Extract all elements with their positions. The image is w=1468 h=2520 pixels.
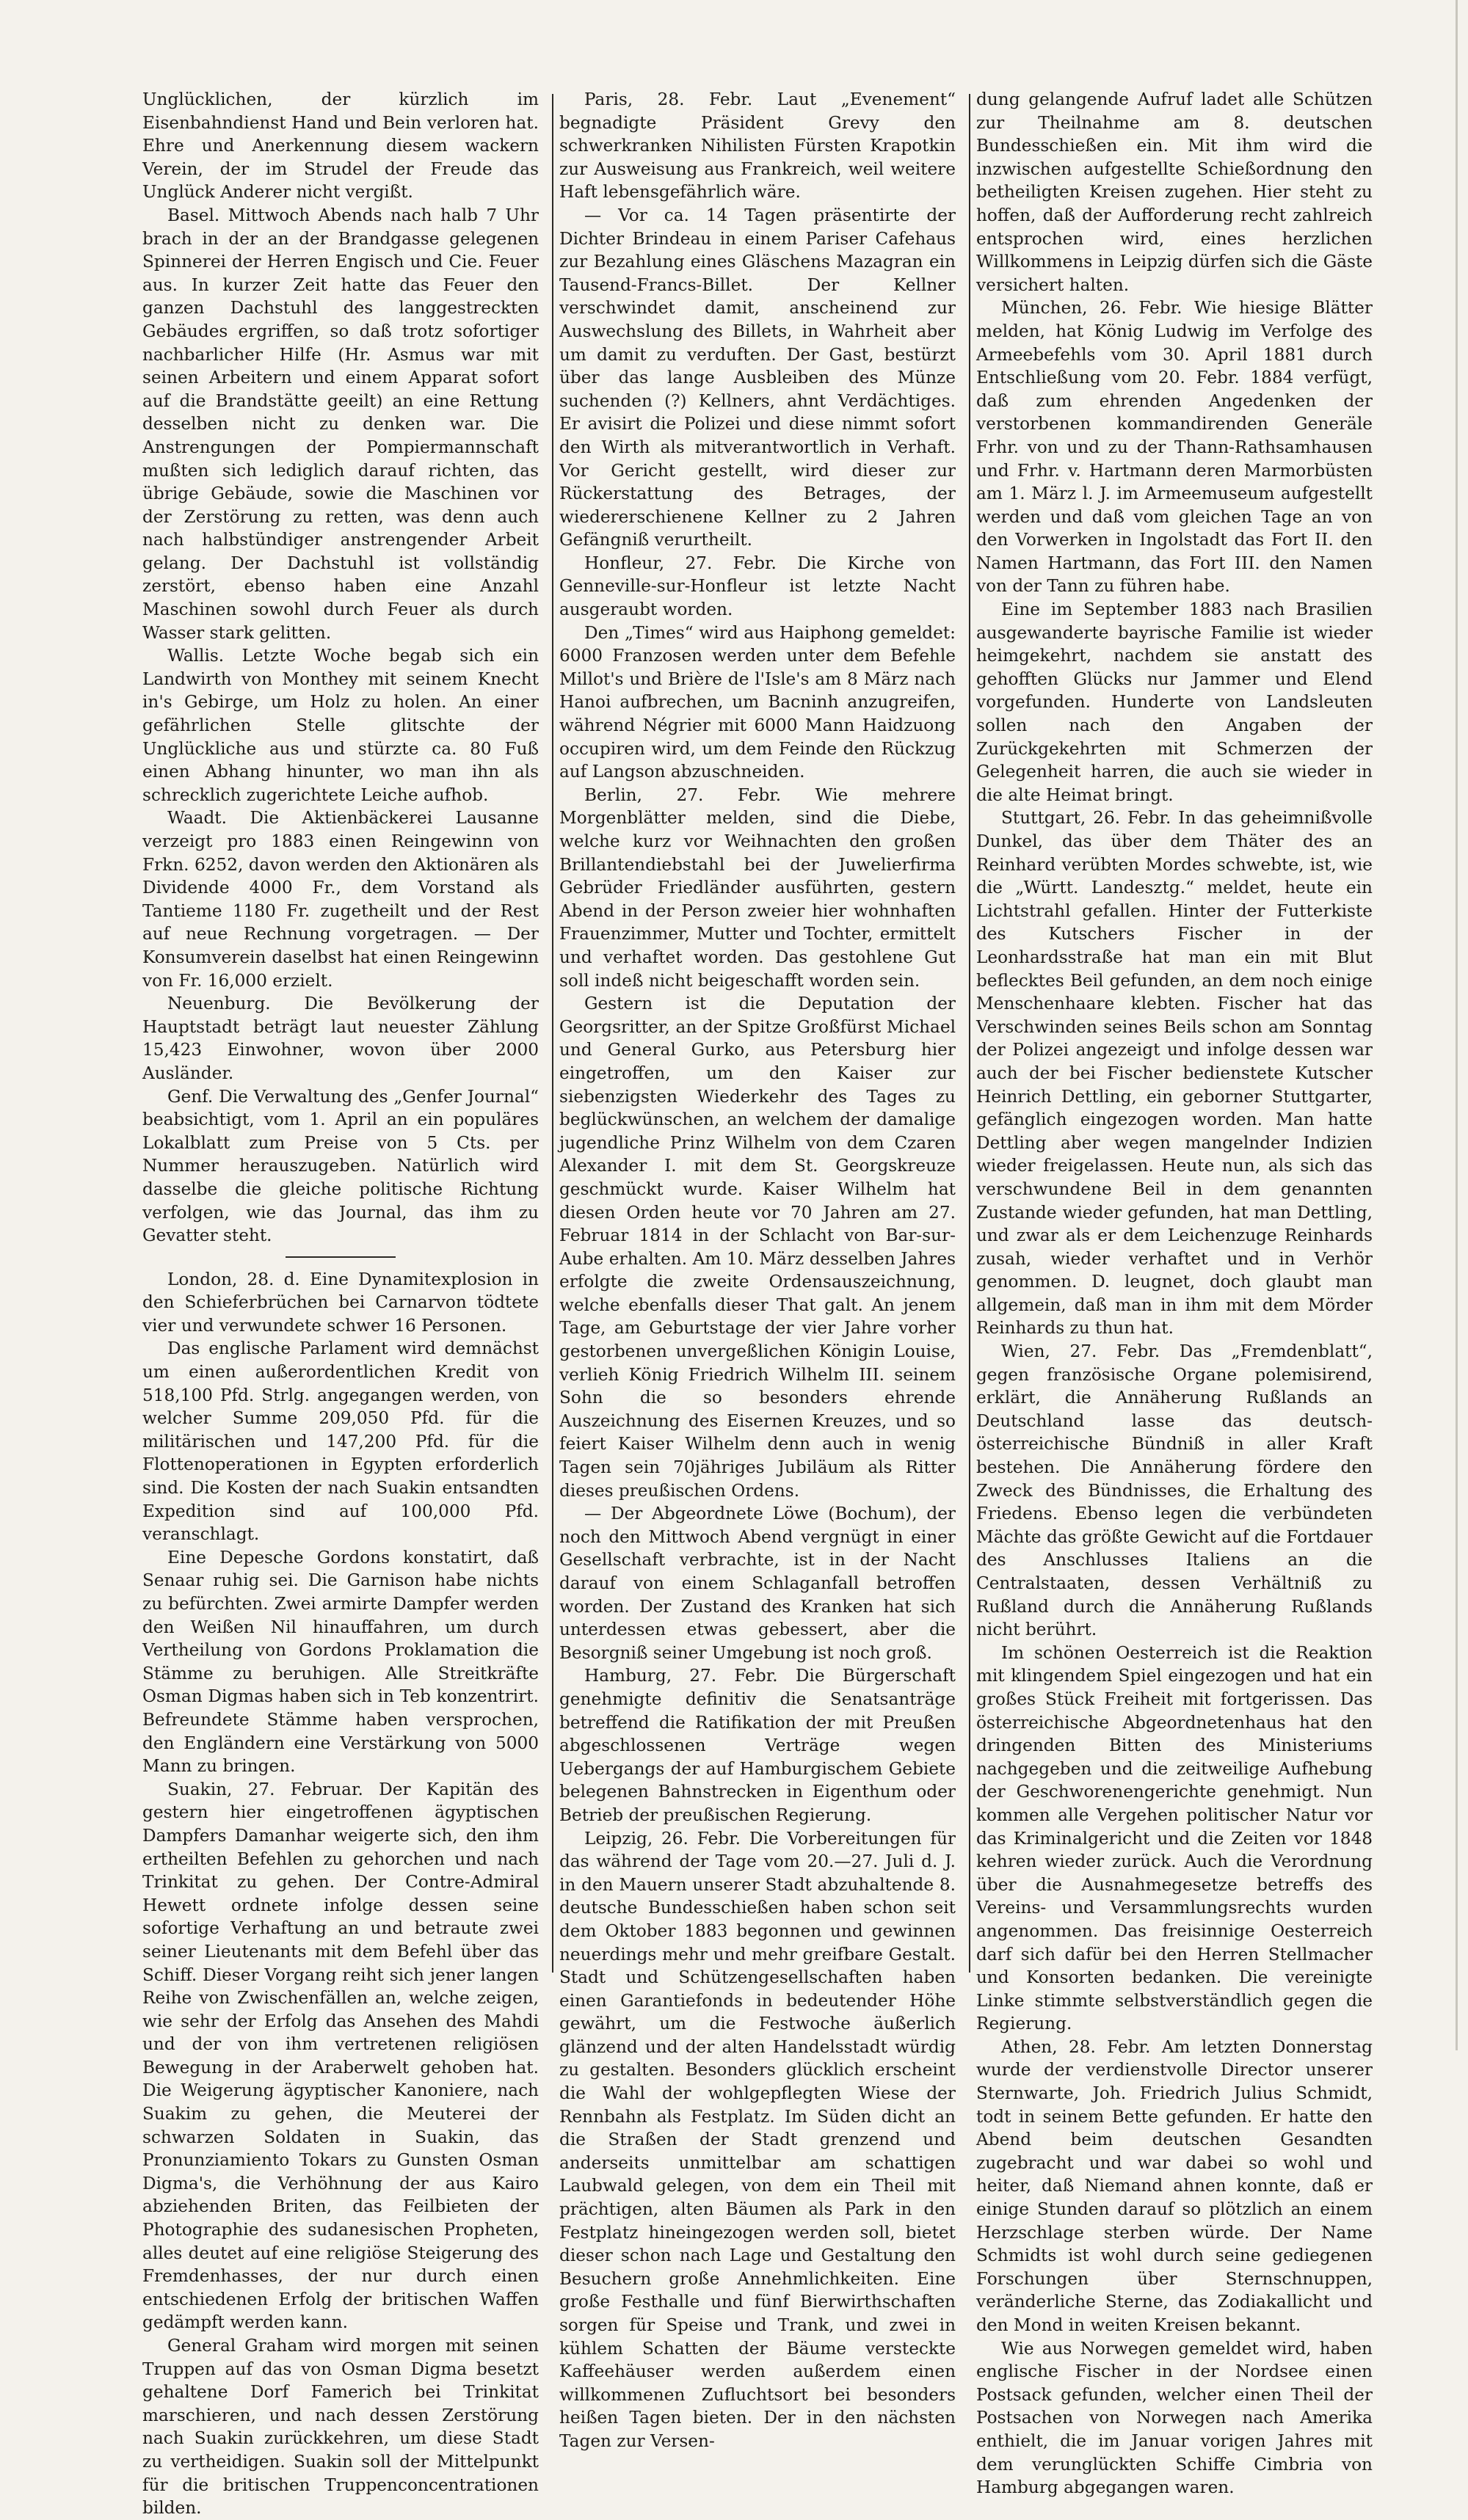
article-paragraph: Waadt. Die Aktienbäckerei Lausanne verzeigt pro 1883 einen Reingewinn von Frkn. 6252, davon werden den Aktionären als Dividende 4000 Fr., dem Vorstand als Tantieme 1180 Fr. zugetheilt und der Rest auf neue Rechnung vorgetragen. — Der Konsumverein daselbst hat einen Reingewinn von Fr. 16,000 erzielt. [142, 808, 539, 991]
column-rule-left [552, 94, 553, 1973]
article-paragraph: Wien, 27. Febr. Das „Fremdenblatt“, gegen französische Organe polemisirend, erklärt, die Annäherung Rußlands an Deutschland lasse das deutsch-österreichische Bündniß in aller Kraft bestehen. Die Annäherung fördere den Zweck des Bündnisses, die Erhaltung des Friedens. Ebenso legen die verbündeten Mächte das größte Gewicht auf die Fortdauer des Anschlusses Italiens an die Centralstaaten, dessen Verhältniß zu Rußland durch die Annäherung Rußlands nicht berührt. [976, 1341, 1373, 1640]
article-paragraph: Berlin, 27. Febr. Wie mehrere Morgenblätter melden, sind die Diebe, welche kurz vor Weihnachten den großen Brillantendiebstahl bei der Juwelierfirma Gebrüder Friedländer ausführten, gestern Abend in der Person zweier hier wohnhaften Frauenzimmer, Mutter und Tochter, ermittelt und verhaftet worden. Das gestohlene Gut soll indeß nicht beigeschafft worden sein. [559, 784, 956, 991]
article-paragraph: London, 28. d. Eine Dynamitexplosion in den Schieferbrüchen bei Carnarvon tödtete vier und verwundete schwer 16 Personen. [142, 1269, 539, 1336]
article-paragraph: München, 26. Febr. Wie hiesige Blätter melden, hat König Ludwig im Verfolge des Armeebefehls vom 30. April 1881 durch Entschließung vom 20. Febr. 1884 verfügt, daß zum ehrenden Angedenken der verstorbenen kommandirenden Generäle Frhr. von und zu der Thann-Rathsamhausen und Frhr. v. Hartmann deren Marmorbüsten am 1. März l. J. im Armeemuseum aufgestellt werden und daß vom gleichen Tage an von den Vorwerken in Ingolstadt das Fort II. den Namen Hartmann, das Fort III. den Namen von der Tann zu führen habe. [976, 298, 1373, 597]
article-paragraph: Eine Depesche Gordons konstatirt, daß Senaar ruhig sei. Die Garnison habe nichts zu befürchten. Zwei armirte Dampfer werden den Weißen Nil hinauffahren, um durch Vertheilung von Gordons Proklamation die Stämme zu beruhigen. Alle Streitkräfte Osman Digmas haben sich in Teb konzentrirt. Befreundete Stämme haben versprochen, den Engländern eine Verstärkung von 5000 Mann zu bringen. [142, 1547, 539, 1777]
column-2 [559, 88, 956, 2451]
article-paragraph: Honfleur, 27. Febr. Die Kirche von Genneville-sur-Honfleur ist letzte Nacht ausgeraubt worden. [559, 553, 956, 620]
section-divider [286, 1256, 396, 1258]
article-paragraph: Gestern ist die Deputation der Georgsritter, an der Spitze Großfürst Michael und General Gurko, aus Petersburg hier eingetroffen, um den Kaiser zur siebenzigsten Wiederkehr des Tages zu beglückwünschen, an welchem der damalige jugendliche Prinz Wilhelm von dem Czaren Alexander I. mit dem St. Georgskreuze geschmückt wurde. Kaiser Wilhelm hat diesen Orden heute vor 70 Jahren am 27. Februar 1814 in der Schlacht von Bar-sur-Aube erhalten. Am 10. März desselben Jahres erfolgte die zweite Ordensauszeichnung, welche ebenfalls dieser That galt. An jenem Tage, am Geburtstage der vier Jahre vorher gestorbenen unvergeßlichen Königin Louise, verlieh König Friedrich Wilhelm III. seinem Sohn die so besonders ehrende Auszeichnung des Eisernen Kreuzes, und so feiert Kaiser Wilhelm denn auch in wenig Tagen sein 70jähriges Jubiläum als Ritter dieses preußischen Ordens. [559, 994, 956, 1501]
article-paragraph: Wallis. Letzte Woche begab sich ein Landwirth von Monthey mit seinem Knecht in's Gebirge, um Holz zu holen. An einer gefährlichen Stelle glitschte der Unglückliche aus und stürzte ca. 80 Fuß einen Abhang hinunter, wo man ihn als schrecklich zugerichtete Leiche aufhob. [142, 646, 539, 805]
article-paragraph: Den „Times“ wird aus Haiphong gemeldet: 6000 Franzosen werden unter dem Befehle Millot's und Brière de l'Isle's am 8 März nach Hanoi aufbrechen, um Bacninh anzugreifen, während Négrier mit 6000 Mann Haidzuong occupiren wird, um dem Feinde den Rückzug auf Langson abzuschneiden. [559, 622, 956, 782]
article-paragraph: Genf. Die Verwaltung des „Genfer Journal“ beabsichtigt, vom 1. April an ein populäres Lokalblatt zum Preise von 5 Cts. per Nummer herauszugeben. Natürlich wird dasselbe die gleiche politische Richtung verfolgen, wie das Journal, das ihm zu Gevatter steht. [142, 1086, 539, 1246]
column-1 [142, 88, 539, 2519]
article-paragraph: Athen, 28. Febr. Am letzten Donnerstag wurde der verdienstvolle Director unserer Sternwarte, Joh. Friedrich Julius Schmidt, todt in seinem Bette gefunden. Er hatte den Abend beim deutschen Gesandten zugebracht und war dabei so wohl und heiter, daß Niemand ahnen konnte, daß er einige Stunden darauf so plötzlich an einem Herzschlage sterben würde. Der Name Schmidts ist wohl durch seine gediegenen Forschungen über Sternschnuppen, veränderliche Sterne, das Zodiakallicht und den Mond in weiten Kreisen bekannt. [976, 2036, 1373, 2335]
article-paragraph: dung gelangende Aufruf ladet alle Schützen zur Theilnahme am 8. deutschen Bundesschießen ein. Mit ihm wird die inzwischen aufgestellte Schießordnung den betheiligten Kreisen zugehen. Hier steht zu hoffen, daß der Aufforderung recht zahlreich entsprochen wird, eines herzlichen Willkommens in Leipzig dürfen sich die Gäste versichert halten. [976, 90, 1373, 295]
article-paragraph: Hamburg, 27. Febr. Die Bürgerschaft genehmigte definitiv die Senatsanträge betreffend die Ratifikation der mit Preußen abgeschlossenen Verträge wegen Uebergangs der auf Hamburgischem Gebiete belegenen Bahnstrecken in Eigenthum oder Betrieb der preußischen Regierung. [559, 1666, 956, 1825]
article-paragraph: Das englische Parlament wird demnächst um einen außerordentlichen Kredit von 518,100 Pfd. Strlg. angegangen werden, von welcher Summe 209,050 Pfd. für die militärischen und 147,200 Pfd. für die Flottenoperationen in Egypten erforderlich sind. Die Kosten der nach Suakin entsandten Expedition sind auf 100,000 Pfd. veranschlagt. [142, 1339, 539, 1545]
article-paragraph: — Vor ca. 14 Tagen präsentirte der Dichter Brindeau in einem Pariser Cafehaus zur Bezahlung eines Gläschens Mazagran ein Tausend-Francs-Billet. Der Kellner verschwindet damit, anscheinend zur Auswechslung des Billets, in Wahrheit aber um damit zu verduften. Der Gast, bestürzt über das lange Ausbleiben des Münze suchenden (?) Kellners, ahnt Verdächtiges. Er avisirt die Polizei und diese nimmt sofort den Wirth als mitverantwortlich in Verhaft. Vor Gericht gestellt, wird dieser zur Rückerstattung des Betrages, der wiedererschienene Kellner zu 2 Jahren Gefängniß verurtheilt. [559, 205, 956, 550]
article-paragraph: Eine im September 1883 nach Brasilien ausgewanderte bayrische Familie ist wieder heimgekehrt, nachdem sie anstatt des gehofften Glücks nur Jammer und Elend vorgefunden. Hunderte von Landsleuten sollen nach den Angaben der Zurückgekehrten mit Schmerzen der Gelegenheit harren, die auch sie wieder in die alte Heimat bringt. [976, 600, 1373, 805]
column-rule-right [969, 94, 970, 1973]
column-3 [976, 88, 1373, 2498]
article-paragraph: Basel. Mittwoch Abends nach halb 7 Uhr brach in der an der Brandgasse gelegenen Spinnerei der Herren Engisch und Cie. Feuer aus. In kurzer Zeit hatte das Feuer den ganzen Dachstuhl des langgestreckten Gebäudes ergriffen, so daß trotz sofortiger nachbarlicher Hilfe (Hr. Asmus war mit seinen Arbeitern und einem Apparat sofort auf die Brandstätte geeilt) an eine Rettung desselben nicht zu denken war. Die Anstrengungen der Pompiermannschaft mußten sich lediglich darauf richten, das übrige Gebäude, sowie die Maschinen vor der Zerstörung zu retten, was denn auch nach halbstündiger anstrengender Arbeit gelang. Der Dachstuhl ist vollständig zerstört, ebenso haben eine Anzahl Maschinen sowohl durch Feuer als durch Wasser stark gelitten. [142, 205, 539, 643]
article-paragraph: Paris, 28. Febr. Laut „Evenement“ begnadigte Präsident Grevy den schwerkranken Nihilisten Fürsten Krapotkin zur Ausweisung aus Frankreich, weil weitere Haft lebensgefährlich wäre. [559, 90, 956, 203]
page-edge [1456, 0, 1458, 2050]
article-paragraph: Stuttgart, 26. Febr. In das geheimnißvolle Dunkel, das über dem Thäter des an Reinhard verübten Mordes schwebte, ist, wie die „Württ. Landesztg.“ meldet, heute ein Lichtstrahl gefallen. Hinter der Futterkiste des Kutschers Fischer in der Leonhardsstraße hat man ein mit Blut beflecktes Beil gefunden, an dem noch einige Menschenhaare klebten. Fischer hat das Verschwinden seines Beils schon am Sonntag der Polizei angezeigt und infolge dessen war auch der bei Fischer bedienstete Kutscher Heinrich Dettling, ein geborner Stuttgarter, gefänglich eingezogen worden. Man hatte Dettling aber wegen mangelnder Indizien wieder freigelassen. Heute nun, als sich das verschwundene Beil in dem genannten Zustande wieder gefunden, hat man Dettling, und zwar als er dem Leichenzuge Reinhards zusah, wieder verhaftet und in Verhör genommen. D. leugnet, doch glaubt man allgemein, daß man in ihm mit dem Mörder Reinhards zu thun hat. [976, 808, 1373, 1339]
article-paragraph: Leipzig, 26. Febr. Die Vorbereitungen für das während der Tage vom 20.—27. Juli d. J. in den Mauern unserer Stadt abzuhaltende 8. deutsche Bundesschießen haben schon seit dem Oktober 1883 begonnen und gewinnen neuerdings mehr und mehr greifbare Gestalt. Stadt und Schützengesellschaften haben einen Garantiefonds in bedeutender Höhe gewährt, um die Festwoche äußerlich glänzend und der alten Handelsstadt würdig zu gestalten. Besonders glücklich erscheint die Wahl der wohlgepflegten Wiese der Rennbahn als Festplatz. Im Süden dicht an die Straßen der Stadt grenzend und anderseits unmittelbar am schattigen Laubwald gelegen, von dem ein Theil mit prächtigen, alten Bäumen als Park in den Festplatz hineingezogen werden soll, bietet dieser schon nach Lage und Gestaltung den Besuchern große Annehmlichkeiten. Eine große Festhalle und fünf Bierwirthschaften sorgen für Speise und Trank, und zwei in kühlem Schatten der Bäume versteckte Kaffeehäuser werden außerdem einen willkommenen Zufluchtsort bei besonders heißen Tagen bieten. Der in den nächsten Tagen zur Versen- [559, 1828, 956, 2451]
article-paragraph: Unglücklichen, der kürzlich im Eisenbahndienst Hand und Bein verloren hat. Ehre und Anerkennung diesem wackern Verein, der im Strudel der Freude das Unglück Anderer nicht vergißt. [142, 90, 539, 203]
article-paragraph: General Graham wird morgen mit seinen Truppen auf das von Osman Digma besetzt gehaltene Dorf Famerich bei Trinkitat marschieren, und nach dessen Zerstörung nach Suakin zurückkehren, um diese Stadt zu vertheidigen. Suakin soll der Mittelpunkt für die britischen Truppenconcentrationen bilden. [142, 2336, 539, 2519]
article-paragraph: Neuenburg. Die Bevölkerung der Hauptstadt beträgt laut neuester Zählung 15,423 Einwohner, wovon über 2000 Ausländer. [142, 994, 539, 1083]
article-paragraph: Suakin, 27. Februar. Der Kapitän des gestern hier eingetroffenen ägyptischen Dampfers Damanhar weigerte sich, den ihm ertheilten Befehlen zu gehorchen und nach Trinkitat zu gehen. Der Contre-Admiral Hewett ordnete infolge dessen seine sofortige Verhaftung an und betraute zwei seiner Lieutenants mit dem Befehl über das Schiff. Dieser Vorgang reiht sich jener langen Reihe von Zwischenfällen an, welche zeigen, wie sehr der Erfolg das Ansehen des Mahdi und der von ihm vertretenen religiösen Bewegung in der Araberwelt gehoben hat. Die Weigerung ägyptischer Kanoniere, nach Suakim zu gehen, die Meuterei der schwarzen Soldaten in Suakin, das Pronunziamiento Tokars zu Gunsten Osman Digma's, die Verhöhnung der aus Kairo abziehenden Briten, das Feilbieten der Photographie des sudanesischen Propheten, alles deutet auf eine religiöse Steigerung des Fremdenhasses, der nur durch einen entschiedenen Erfolg der britischen Waffen gedämpft werden kann. [142, 1779, 539, 2333]
article-paragraph: Wie aus Norwegen gemeldet wird, haben englische Fischer in der Nordsee einen Postsack gefunden, welcher einen Theil der Postsachen von Norwegen nach Amerika enthielt, die im Januar vorigen Jahres mit dem verunglückten Schiffe Cimbria von Hamburg abgegangen waren. [976, 2338, 1373, 2498]
article-paragraph: Im schönen Oesterreich ist die Reaktion mit klingendem Spiel eingezogen und hat ein großes Stück Freiheit mit fortgerissen. Das österreichische Abgeordnetenhaus hat den dringenden Bitten des Ministeriums nachgegeben und die zeitweilige Aufhebung der Geschworenengerichte genehmigt. Nun kommen alle Vergehen politischer Natur vor das Kriminalgericht und die Zeiten vor 1848 kehren wieder zurück. Auch die Verordnung über die Ausnahmegesetze betreffs des Vereins- und Versammlungsrechts wurden angenommen. Das freisinnige Oesterreich darf sich dafür bei den Herren Stellmacher und Konsorten bedanken. Die vereinigte Linke stimmte selbstverständlich gegen die Regierung. [976, 1642, 1373, 2034]
article-paragraph: — Der Abgeordnete Löwe (Bochum), der noch den Mittwoch Abend vergnügt in einer Gesellschaft verbrachte, ist in der Nacht darauf von einem Schlaganfall betroffen worden. Der Zustand des Kranken hat sich unterdessen etwas gebessert, aber die Besorgniß seiner Umgebung ist noch groß. [559, 1504, 956, 1663]
